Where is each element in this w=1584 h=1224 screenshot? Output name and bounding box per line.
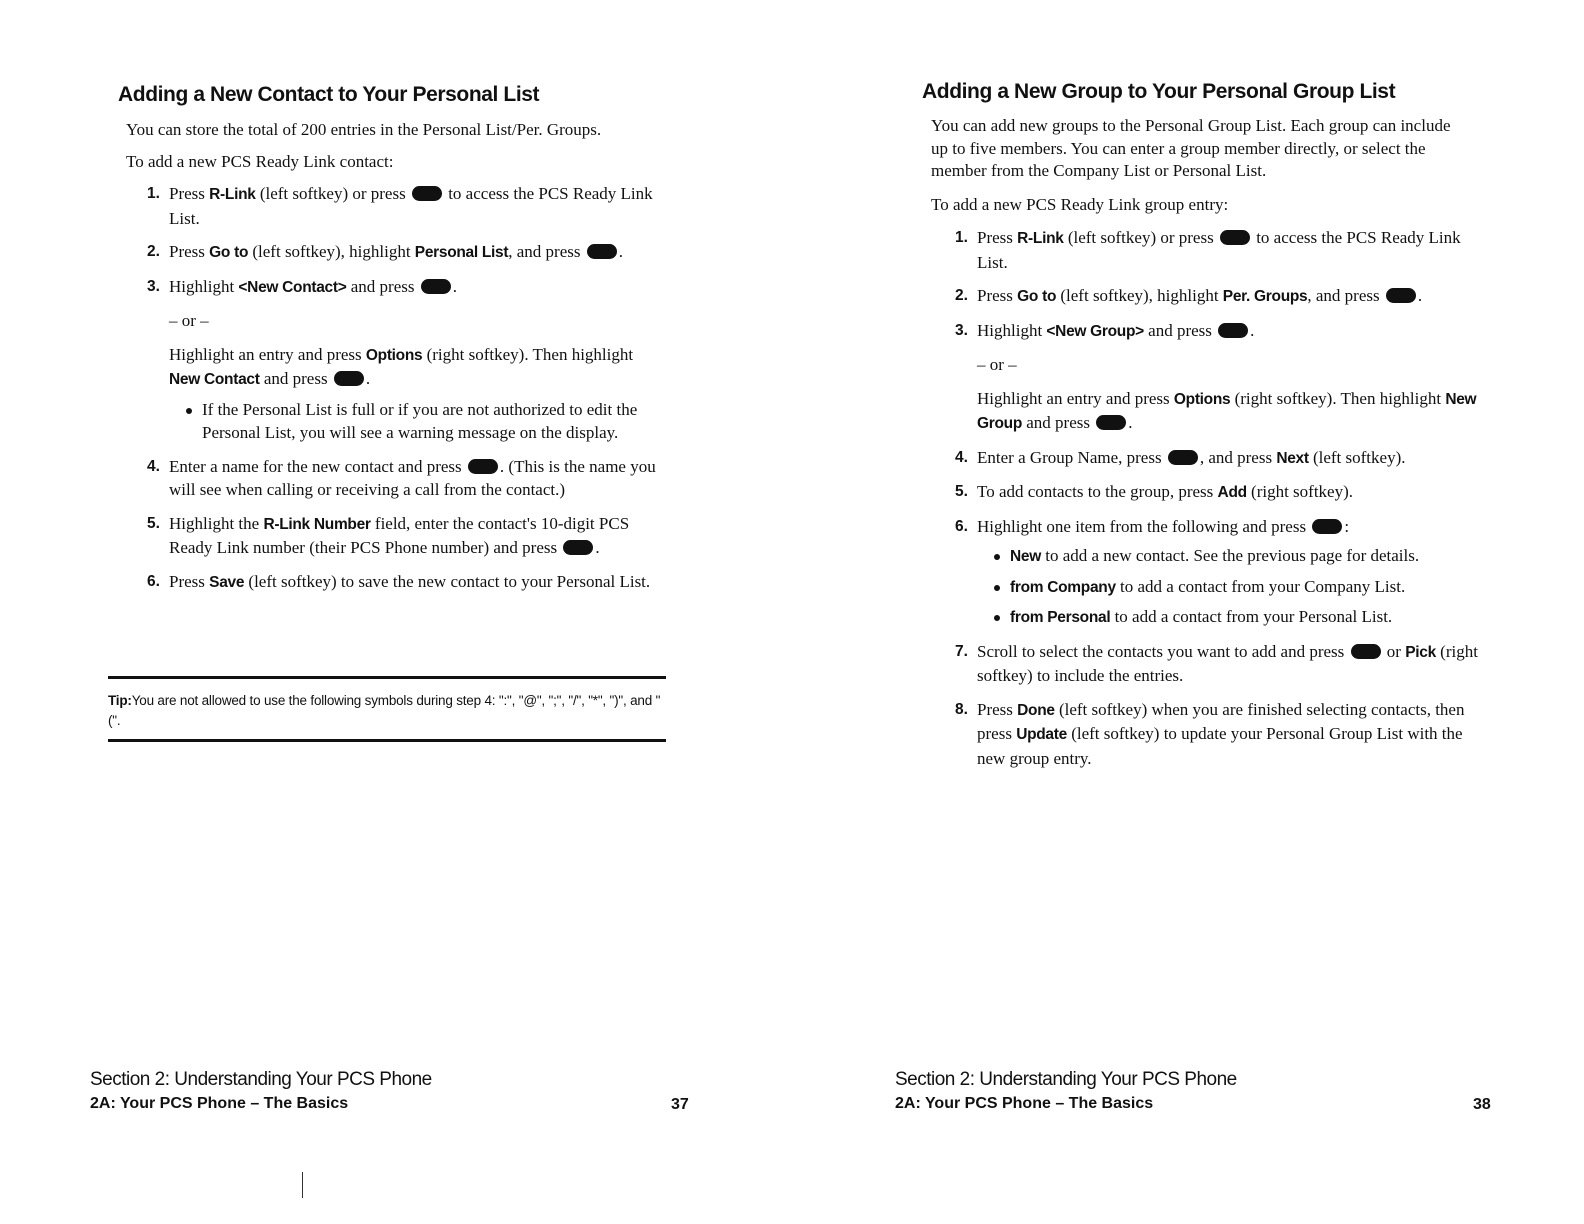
or-separator: – or – [977, 355, 1017, 374]
talk-key-icon [1220, 230, 1250, 245]
left-step-3: 3. Highlight <New Contact> and press . – or – Highlight an entry and press Options (right softkey). Then highlight New Contact and press . If the Personal List is full or if you are not authorized to edit the Personal List, you will see a warning message on the display. [147, 275, 667, 445]
or-separator: – or – [169, 311, 209, 330]
right-step-7: 7. Scroll to select the contacts you want to add and press or Pick (right softkey) to include the entries. [955, 641, 1478, 685]
step-number: 5. [147, 514, 160, 532]
step-number: 4. [955, 448, 968, 466]
left-intro-1: You can store the total of 200 entries in the Personal List/Per. Groups. [126, 120, 602, 139]
menu-ok-key-icon [468, 459, 498, 474]
left-footer-section: Section 2: Understanding Your PCS Phone [90, 1069, 432, 1090]
step-number: 3. [955, 321, 968, 339]
tip-box [108, 676, 666, 742]
right-intro-2: To add a new PCS Ready Link group entry: [931, 195, 1229, 214]
left-intro-2: To add a new PCS Ready Link contact: [126, 152, 394, 171]
step-number: 6. [147, 572, 160, 590]
step-number: 2. [147, 243, 160, 260]
right-step-1: 1. Press R-Link (left softkey) or press to access the PCS Ready Link List. [955, 228, 1461, 272]
right-page [792, 0, 1584, 1224]
right-step-5: 5. To add contacts to the group, press Add (right softkey). [955, 480, 1485, 505]
step-number: 2. [955, 287, 968, 304]
right-step-4: 4. Enter a Group Name, press , and press Next (left softkey). [955, 446, 1485, 471]
right-footer-section: Section 2: Understanding Your PCS Phone [895, 1069, 1237, 1090]
bullet-item-from-personal: from Personal to add a contact from your Personal List. [977, 605, 1485, 630]
alternative-instruction: Highlight an entry and press Options (right softkey). Then highlight New Contact and press . [169, 344, 634, 388]
menu-ok-key-icon [587, 244, 617, 259]
left-heading: Adding a New Contact to Your Personal List [118, 83, 540, 106]
r-link-label: R-Link [209, 186, 256, 203]
step-number: 7. [955, 642, 968, 660]
bullet-item-new: New to add a new contact. See the previous page for details. [977, 544, 1485, 569]
menu-ok-key-icon [1351, 644, 1381, 659]
left-step-1: 1. Press R-Link (left softkey) or press to access the PCS Ready Link List. [147, 184, 653, 228]
left-step-3-bullets [169, 398, 667, 445]
right-intro-1: You can add new groups to the Personal Group List. Each group can include up to five members. You can enter a group member directly, or select the member from the Company List or Personal List. [931, 116, 1451, 180]
left-step-6: 6. Press Save (left softkey) to save the new contact to your Personal List. [147, 570, 667, 595]
talk-key-icon [412, 186, 442, 201]
menu-ok-key-icon [334, 371, 364, 386]
menu-ok-key-icon [563, 540, 593, 555]
right-step-8: 8. Press Done (left softkey) when you are finished selecting contacts, then press Update (left softkey) to update your Personal Group List with the new group entry. [955, 699, 1465, 768]
menu-ok-key-icon [1218, 323, 1248, 338]
right-step-2: 2. Press Go to (left softkey), highlight Per. Groups, and press . [955, 284, 1485, 309]
step-number: 8. [955, 700, 968, 718]
crop-mark [302, 1172, 303, 1198]
menu-ok-key-icon [1312, 519, 1342, 534]
step-number: 6. [955, 517, 968, 535]
left-step-2: 2. Press Go to (left softkey), highlight Personal List, and press . [147, 240, 667, 265]
left-footer-chapter: 2A: Your PCS Phone – The Basics [90, 1095, 349, 1112]
menu-ok-key-icon [1386, 288, 1416, 303]
alternative-instruction: Highlight an entry and press Options (right softkey). Then highlight New Group and press . [977, 388, 1477, 432]
right-step-6: 6. Highlight one item from the following and press : New to add a new contact. See the previous page for details. from Company to add a contact from your Company List. from Personal to add a contact from your Personal List. [955, 515, 1485, 630]
step-number: 5. [955, 483, 968, 500]
right-heading: Adding a New Group to Your Personal Group List [922, 80, 1396, 103]
right-footer-chapter: 2A: Your PCS Phone – The Basics [895, 1095, 1154, 1112]
bullet-item: If the Personal List is full or if you are not authorized to edit the Personal List, you will see a warning message on the display. [169, 398, 667, 445]
right-step-6-bullets [977, 544, 1485, 630]
menu-ok-key-icon [1096, 415, 1126, 430]
bullet-item-from-company: from Company to add a contact from your Company List. [977, 575, 1485, 600]
step-number: 1. [955, 229, 968, 246]
step-number: 4. [147, 457, 160, 475]
left-page-number: 37 [671, 1096, 689, 1113]
left-step-5: 5. Highlight the R-Link Number field, enter the contact's 10-digit PCS Ready Link number (their PCS Phone number) and press . [147, 513, 630, 557]
tip-label: Tip: [108, 693, 132, 708]
right-page-number: 38 [1473, 1096, 1491, 1113]
menu-ok-key-icon [421, 279, 451, 294]
step-number: 3. [147, 277, 160, 295]
left-steps [147, 182, 667, 604]
right-steps [955, 226, 1485, 780]
left-step-4: 4. Enter a name for the new contact and press . (This is the name you will see when calling or receiving a call from the contact.) [147, 456, 656, 499]
step-number: 1. [147, 185, 160, 202]
tip-text: You are not allowed to use the following symbols during step 4: ":", "@", ";", "/", "*", ")", and "(". [108, 693, 661, 728]
menu-ok-key-icon [1168, 450, 1198, 465]
right-step-3: 3. Highlight <New Group> and press . – or – Highlight an entry and press Options (right softkey). Then highlight New Group and press . [955, 319, 1485, 436]
